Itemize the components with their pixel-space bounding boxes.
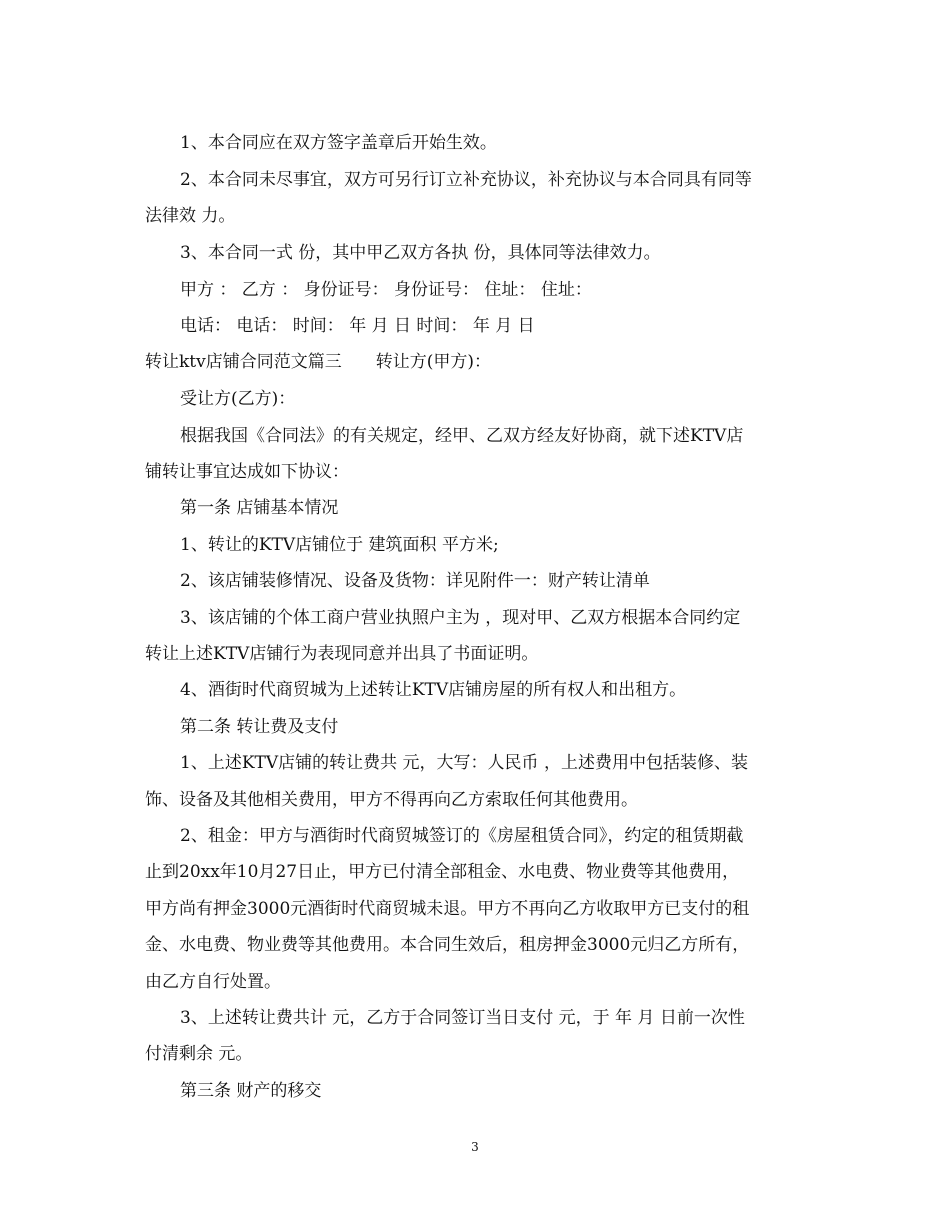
text-line: 1、转让的KTV店铺位于 建筑面积 平方米; [180,535,499,555]
text-line: 2、租金：甲方与酒街时代商贸城签订的《房屋租赁合同》，约定的租赁期截 [180,826,744,846]
section-heading-line [145,351,491,373]
text-line: 2、本合同未尽事宜，双方可另行订立补充协议，补充协议与本合同具有同等 [180,170,752,190]
text-line: 甲方尚有押金3000元酒街时代商贸城未退。甲方不再向乙方收取甲方已支付的租 [145,899,750,919]
text-line: 3、本合同一式 份，其中甲乙双方各执 份，具体同等法律效力。 [180,243,661,263]
text-line: 2、该店铺装修情况、设备及货物：详见附件一：财产转让清单 [180,571,650,591]
text-line: 由乙方自行处置。 [145,972,281,992]
text-line: 4、酒街时代商贸城为上述转让KTV店铺房屋的所有权人和出租方。 [180,680,687,700]
text-line: 金、水电费、物业费等其他费用。本合同生效后，租房押金3000元归乙方所有， [145,935,750,955]
text-line: 1、本合同应在双方签字盖章后开始生效。 [180,133,497,153]
article-heading: 第一条 店铺基本情况 [180,498,339,518]
text-line: 饰、设备及其他相关费用，甲方不得再向乙方索取任何其他费用。 [145,790,638,810]
text-line: 法律效 力。 [145,206,236,226]
section-title: 转让ktv店铺合同范文篇三 [145,352,342,372]
text-line: 根据我国《合同法》的有关规定，经甲、乙双方经友好协商，就下述KTV店 [180,426,744,446]
text-line: 铺转让事宜达成如下协议： [145,462,349,482]
text-line: 受让方(乙方)： [180,389,296,409]
text-line: 电话： 电话： 时间： 年 月 日 时间： 年 月 日 [180,316,535,336]
text-line: 转让上述KTV店铺行为表现同意并出具了书面证明。 [145,644,539,664]
text-line: 止到20xx年10月27日止，甲方已付清全部租金、水电费、物业费等其他费用， [145,862,740,882]
text-line: 1、上述KTV店铺的转让费共 元，大写：人民币 ，上述费用中包括装修、装 [180,753,748,773]
text-line: 3、上述转让费共计 元，乙方于合同签订当日支付 元，于 年 月 日前一次性 [180,1008,745,1028]
text-line: 3、该店铺的个体工商户营业执照户主为 ，现对甲、乙双方根据本合同约定 [180,608,741,628]
transferor-label: 转让方(甲方)： [375,352,492,372]
article-heading: 第三条 财产的移交 [180,1081,322,1101]
page-number: 3 [471,1140,479,1154]
article-heading: 第二条 转让费及支付 [180,717,339,737]
text-line: 付清剩余 元。 [145,1044,253,1064]
text-line: 甲方 ： 乙方 ： 身份证号： 身份证号： 住址： 住址： [180,280,592,300]
